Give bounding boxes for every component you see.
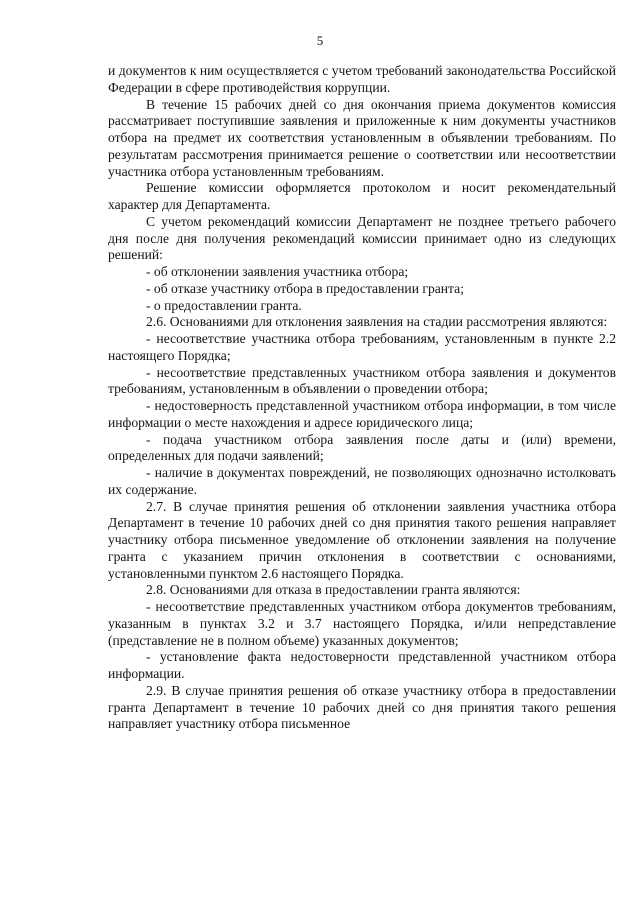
paragraph-commission-decision: Решение комиссии оформляется протоколом и носит рекомендательный характер для Департамента. [108,180,616,212]
list-item-2-8-a: - несоответствие представленных участником отбора документов требованиям, указанным в пунктах 3.2 и 3.7 настоящего Порядка, и/или непредставление (представление не в полном объеме) указанных документов; [108,599,616,648]
list-item-2-6-b: - несоответствие представленных участником отбора заявления и документов требованиям, установленным в объявлении о проведении отбора; [108,364,616,397]
section-2-6: 2.6. Основаниями для отклонения заявления на стадии рассмотрения являются: [146,314,608,330]
section-2-9: 2.9. В случае принятия решения об отказе участнику отбора в предоставлении гранта Департамент в течение 10 рабочих дней со дня принятия такого решения направляет участнику отбора письменное [108,682,616,732]
document-body [108,63,616,733]
section-2-7: 2.7. В случае принятия решения об отклонении заявления участника отбора Департамент в течение 10 рабочих дней со дня принятия такого решения направляет участнику отбора письменное уведомление об отклонении заявления на получение гранта с указанием причин отклонения в соответствии с основаниями, установленными пунктом 2.6 настоящего Порядка. [108,498,616,581]
list-item-2-6-d: - подача участником отбора заявления после даты и (или) времени, определенных для подачи заявлений; [108,431,616,464]
paragraph-department-decisions: С учетом рекомендаций комиссии Департамент не позднее третьего рабочего дня после дня получения рекомендаций комиссии принимает одно из следующих решений: [108,213,616,263]
list-item-reject-application: - об отклонении заявления участника отбора; [146,264,409,279]
list-item-grant: - о предоставлении гранта. [146,297,302,313]
list-item-2-6-c: - недостоверность представленной участником отбора информации, в том числе информации о месте нахождения и адресе юридического лица; [108,398,616,430]
page-number: 5 [316,33,324,48]
list-item-2-8-b: - установление факта недостоверности представленной участником отбора информации. [108,649,616,681]
paragraph-continuation: и документов к ним осуществляется с учетом требований законодательства Российской Федерации в сфере противодействия коррупции. [108,63,616,95]
paragraph-review-period: В течение 15 рабочих дней со дня окончания приема документов комиссия рассматривает поступившие заявления и приложенные к ним документы участников отбора на предмет их соответствия установленным в объявлении требованиям. По результатам рассмотрения принимается решение о соответствии или несоответствии участника отбора установленным требованиям. [108,96,616,179]
list-item-2-6-e: - наличие в документах повреждений, не позволяющих однозначно истолковать их содержание. [108,465,616,497]
list-item-2-6-a: - несоответствие участника отбора требованиям, установленным в пункте 2.2 настоящего Порядка; [108,331,616,363]
list-item-refuse-grant: - об отказе участнику отбора в предоставлении гранта; [146,280,464,296]
section-2-8: 2.8. Основаниями для отказа в предоставлении гранта являются: [146,582,521,598]
